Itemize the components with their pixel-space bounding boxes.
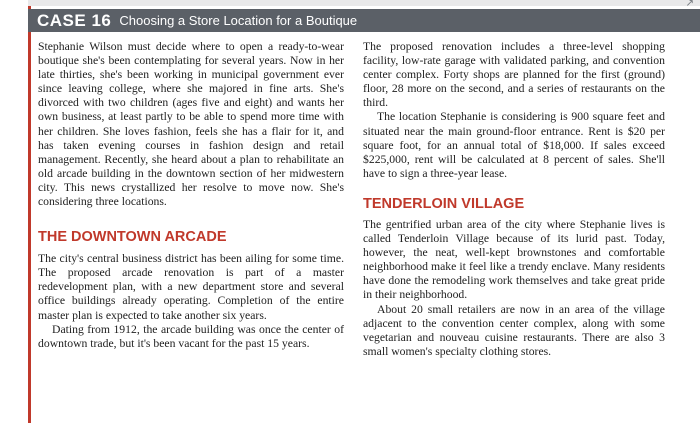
location-paragraph: The location Stephanie is considering is 900 square feet and situated near the main ground-floor entrance. Rent is $20 per square foot, for an annual total of $18,000. If sales exceed $225,000, rent will be calculated at 8 percent of sales. She'll have to sign a three-year lease. [363, 110, 665, 180]
right-text-column [363, 40, 665, 359]
left-accent-rule [28, 0, 31, 423]
renovation-paragraph: The proposed renovation includes a three-level shopping facility, low-rate garage with validated parking, and convention center complex. Forty shops are planned for the first (ground) floor, 28 more on the second, and a series of restaurants on the third. [363, 40, 665, 110]
arcade-paragraph-1: The city's central business district has been ailing for some time. The proposed arcade renovation is part of a master redevelopment plan, with a new department store and several office buildings already operating. Completion of the entire master plan is expected to take another six years. [38, 252, 344, 322]
corner-arrow-icon: ↗ [685, 0, 694, 9]
case-title: Choosing a Store Location for a Boutique [119, 13, 358, 28]
case-number-label: CASE 16 [37, 10, 112, 30]
tenderloin-paragraph-1: The gentrified urban area of the city where Stephanie lives is called Tenderloin Village because of its lurid past. Today, however, the neat, well-kept brownstones and comfortable neighborhood make it feel like a trendy enclave. Many residents have done the remodeling work themselves and take great pride in their neighborhood. [363, 217, 665, 302]
intro-paragraph: Stephanie Wilson must decide where to open a ready-to-wear boutique she's been contemplating for several years. Now in her late thirties, she's been working in municipal government ever since leaving college, where she majored in fine arts. She's divorced with two children (ages five and eight) and wants her own business, at least partly to be able to spend more time with her children. She loves fashion, feels she has a flair for it, and has taken evening courses in fashion design and retail management. Recently, she heard about a plan to rehabilitate an old arcade building in the downtown section of her midwestern city. This news crystallized her resolve to move now. She's considering three locations. [38, 40, 344, 209]
case-header [28, 9, 700, 32]
section-heading-downtown-arcade: THE DOWNTOWN ARCADE [38, 229, 227, 246]
tenderloin-paragraph-2: About 20 small retailers are now in an area of the village adjacent to the convention center complex, along with some vegetarian and nouveau cuisine restaurants. There are also 3 small women's specialty clothing stores. [363, 302, 665, 358]
left-text-column [38, 40, 344, 351]
top-strip [28, 0, 700, 9]
section-heading-tenderloin-village: TENDERLOIN VILLAGE [363, 195, 525, 212]
arcade-paragraph-2: Dating from 1912, the arcade building was once the center of downtown trade, but it's been vacant for the past 15 years. [38, 322, 344, 350]
